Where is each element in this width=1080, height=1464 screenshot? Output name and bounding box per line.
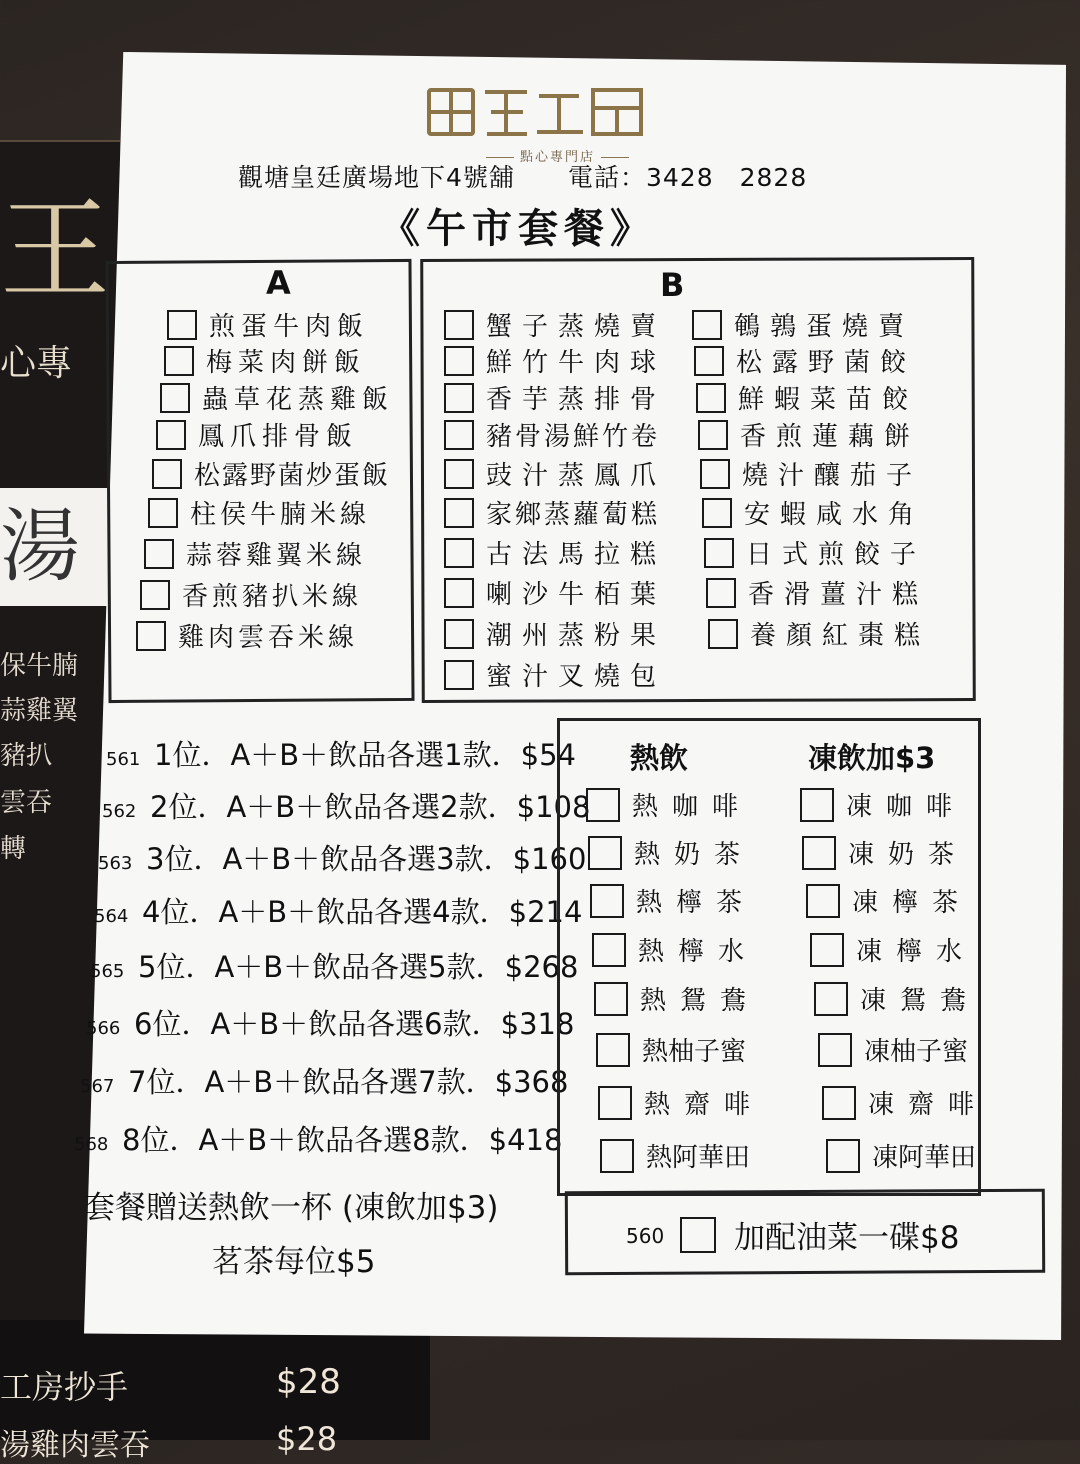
set-label: 3位．A＋B＋飲品各選3款．$160 xyxy=(146,842,587,876)
list-item[interactable]: 凍咖啡 xyxy=(800,786,966,823)
list-item[interactable]: 潮州蒸粉果 xyxy=(444,615,666,652)
checkbox[interactable] xyxy=(694,346,724,376)
list-item[interactable]: 梅菜肉餅飯 xyxy=(164,342,366,379)
list-item[interactable]: 家鄉蒸蘿蔔糕 xyxy=(444,494,660,531)
list-item[interactable]: 日式煎餃子 xyxy=(704,534,926,571)
list-item[interactable]: 松露野菌餃 xyxy=(694,342,916,379)
addon-item[interactable] xyxy=(680,1212,959,1257)
checkbox[interactable] xyxy=(800,788,834,822)
list-item[interactable]: 蜜汁叉燒包 xyxy=(444,656,666,693)
list-item[interactable]: 煎蛋牛肉飯 xyxy=(167,306,369,343)
checkbox[interactable] xyxy=(588,836,622,870)
background-menu-item: 蒜雞翼 xyxy=(0,696,79,726)
addon-label: 加配油菜一碟$8 xyxy=(734,1220,960,1256)
set-row xyxy=(90,945,578,986)
checkbox[interactable] xyxy=(444,538,474,568)
list-item[interactable]: 豬骨湯鮮竹卷 xyxy=(444,416,660,453)
list-item[interactable]: 凍阿華田 xyxy=(826,1137,976,1174)
set-row xyxy=(74,1118,562,1159)
list-item[interactable]: 蟹子蒸燒賣 xyxy=(444,306,666,343)
checkbox[interactable] xyxy=(592,933,626,967)
checkbox[interactable] xyxy=(698,420,728,450)
background-item-price: $28 xyxy=(276,1420,338,1458)
restaurant-address: 觀塘皇廷廣場地下4號舖 xyxy=(238,163,515,192)
list-item[interactable]: 熱鴛鴦 xyxy=(594,980,760,1017)
checkbox[interactable] xyxy=(822,1086,856,1120)
checkbox[interactable] xyxy=(806,884,840,918)
list-item[interactable]: 熱齋啡 xyxy=(598,1084,764,1121)
list-item[interactable]: 蒜蓉雞翼米線 xyxy=(144,535,366,572)
checkbox[interactable] xyxy=(706,578,736,608)
list-item[interactable]: 熱柚子蜜 xyxy=(596,1031,746,1068)
set-code: 568 xyxy=(74,1134,109,1155)
set-row xyxy=(102,785,590,826)
list-item[interactable]: 香芋蒸排骨 xyxy=(444,379,666,416)
checkbox[interactable] xyxy=(444,420,474,450)
checkbox[interactable] xyxy=(810,933,844,967)
set-row xyxy=(86,1002,574,1043)
checkbox[interactable] xyxy=(444,619,474,649)
section-b-heading: B xyxy=(660,266,685,304)
checkbox[interactable] xyxy=(594,982,628,1016)
list-item[interactable]: 鳳爪排骨飯 xyxy=(156,416,358,453)
checkbox[interactable] xyxy=(144,539,174,569)
list-item[interactable]: 香煎蓮藕餅 xyxy=(698,416,920,453)
checkbox[interactable] xyxy=(140,580,170,610)
set-code: 562 xyxy=(102,801,137,822)
set-code: 565 xyxy=(90,961,125,982)
background-handwritten-note: 湯 xyxy=(0,488,108,606)
checkbox[interactable] xyxy=(164,346,194,376)
list-item[interactable]: 凍柚子蜜 xyxy=(818,1031,968,1068)
checkbox[interactable] xyxy=(826,1139,860,1173)
list-item[interactable]: 凍鴛鴦 xyxy=(814,980,980,1017)
list-item[interactable]: 香滑薑汁糕 xyxy=(706,574,928,611)
checkbox[interactable] xyxy=(708,619,738,649)
list-item[interactable]: 熱檸水 xyxy=(592,931,758,968)
checkbox[interactable] xyxy=(156,420,186,450)
section-a-heading: A xyxy=(266,264,291,302)
list-item[interactable]: 雞肉雲吞米線 xyxy=(136,617,358,654)
background-item-name: 工房抄手 xyxy=(0,1368,129,1406)
list-item[interactable]: 凍奶茶 xyxy=(802,834,968,871)
set-row xyxy=(98,837,586,878)
list-item[interactable]: 安蝦咸水角 xyxy=(702,494,924,531)
list-item[interactable]: 養顏紅棗糕 xyxy=(708,615,930,652)
background-menu-item: 雲吞 xyxy=(0,788,53,818)
list-item[interactable]: 豉汁蒸鳳爪 xyxy=(444,455,666,492)
set-label: 7位．A＋B＋飲品各選7款．$368 xyxy=(128,1065,569,1099)
checkbox[interactable] xyxy=(586,788,620,822)
list-item[interactable]: 柱侯牛腩米線 xyxy=(148,494,370,531)
list-item[interactable]: 鮮蝦菜苗餃 xyxy=(696,379,918,416)
set-label: 2位．A＋B＋飲品各選2款．$108 xyxy=(150,790,591,824)
background-menu-bottom xyxy=(0,1320,430,1463)
list-item[interactable]: 喇沙牛栢葉 xyxy=(444,574,666,611)
set-code: 567 xyxy=(80,1076,115,1097)
list-item[interactable]: 松露野菌炒蛋飯 xyxy=(152,455,390,492)
checkbox[interactable] xyxy=(596,1033,630,1067)
checkbox[interactable] xyxy=(444,578,474,608)
checkbox[interactable] xyxy=(148,498,178,528)
set-label: 8位．A＋B＋飲品各選8款．$418 xyxy=(122,1123,563,1157)
background-menu-item: 保牛腩 xyxy=(0,651,79,681)
background-menu-item: 轉 xyxy=(0,834,27,864)
list-item[interactable]: 凍齋啡 xyxy=(822,1084,988,1121)
checkbox[interactable] xyxy=(160,383,190,413)
checkbox[interactable] xyxy=(696,383,726,413)
list-item[interactable]: 古法馬拉糕 xyxy=(444,534,666,571)
restaurant-logo xyxy=(427,82,647,142)
list-item[interactable]: 燒汁釀茄子 xyxy=(700,455,922,492)
checkbox[interactable] xyxy=(704,538,734,568)
list-item[interactable]: 熱檸茶 xyxy=(590,882,756,919)
checkbox[interactable] xyxy=(444,498,474,528)
list-item[interactable]: 鵪鶉蛋燒賣 xyxy=(692,306,914,343)
list-item[interactable]: 凍檸水 xyxy=(810,931,976,968)
set-code: 561 xyxy=(106,749,141,770)
addon-code: 560 xyxy=(626,1224,665,1248)
list-item[interactable]: 香煎豬扒米線 xyxy=(140,576,362,613)
checkbox[interactable] xyxy=(692,310,722,340)
list-item[interactable]: 凍檸茶 xyxy=(806,882,972,919)
checkbox[interactable] xyxy=(444,346,474,376)
checkbox[interactable] xyxy=(444,310,474,340)
checkbox[interactable] xyxy=(590,884,624,918)
set-row xyxy=(94,890,582,931)
logo-subtitle: 點心專門店 xyxy=(480,146,635,165)
cold-drinks-heading: 凍飲加$3 xyxy=(808,741,936,775)
list-item[interactable]: 熱阿華田 xyxy=(600,1137,750,1174)
checkbox[interactable] xyxy=(444,660,474,690)
checkbox[interactable] xyxy=(600,1139,634,1173)
background-menu-item: 豬扒 xyxy=(0,741,53,771)
tea-charge-note: 茗茶每位$5 xyxy=(212,1244,376,1280)
set-label: 1位．A＋B＋飲品各選1款．$54 xyxy=(154,738,576,772)
checkbox[interactable] xyxy=(702,498,732,528)
checkbox[interactable] xyxy=(444,459,474,489)
background-item-price: $28 xyxy=(276,1362,341,1402)
set-label: 5位．A＋B＋飲品各選5款．$268 xyxy=(138,950,579,984)
checkbox[interactable] xyxy=(700,459,730,489)
checkbox[interactable] xyxy=(802,836,836,870)
list-item[interactable]: 鮮竹牛肉球 xyxy=(444,342,666,379)
set-label: 6位．A＋B＋飲品各選6款．$318 xyxy=(134,1007,575,1041)
set-code: 563 xyxy=(98,853,133,874)
set-row xyxy=(106,733,576,774)
free-drink-note: 套餐贈送熱飲一杯 (凍飲加$3) xyxy=(84,1190,499,1226)
set-label: 4位．A＋B＋飲品各選4款．$214 xyxy=(142,895,583,929)
checkbox[interactable] xyxy=(136,621,166,651)
set-code: 566 xyxy=(86,1018,121,1039)
restaurant-phone: 電話：3428 2828 xyxy=(568,163,808,192)
checkbox[interactable] xyxy=(818,1033,852,1067)
checkbox[interactable] xyxy=(152,459,182,489)
background-item-name: 湯雞肉雲吞 xyxy=(0,1428,150,1463)
background-subtitle-fragment: 心專 xyxy=(0,343,73,384)
checkbox[interactable] xyxy=(680,1217,716,1253)
set-code: 564 xyxy=(94,906,129,927)
background-logo-fragment: 王 xyxy=(0,186,100,314)
hot-drinks-heading: 熱飲 xyxy=(630,741,689,775)
set-row xyxy=(80,1060,568,1101)
checkbox[interactable] xyxy=(444,383,474,413)
checkbox[interactable] xyxy=(814,982,848,1016)
list-item[interactable]: 蟲草花蒸雞飯 xyxy=(160,379,394,416)
checkbox[interactable] xyxy=(167,310,197,340)
list-item[interactable]: 熱奶茶 xyxy=(588,834,754,871)
checkbox[interactable] xyxy=(598,1086,632,1120)
page-title: 《午市套餐》 xyxy=(380,206,656,252)
list-item[interactable]: 熱咖啡 xyxy=(586,786,752,823)
